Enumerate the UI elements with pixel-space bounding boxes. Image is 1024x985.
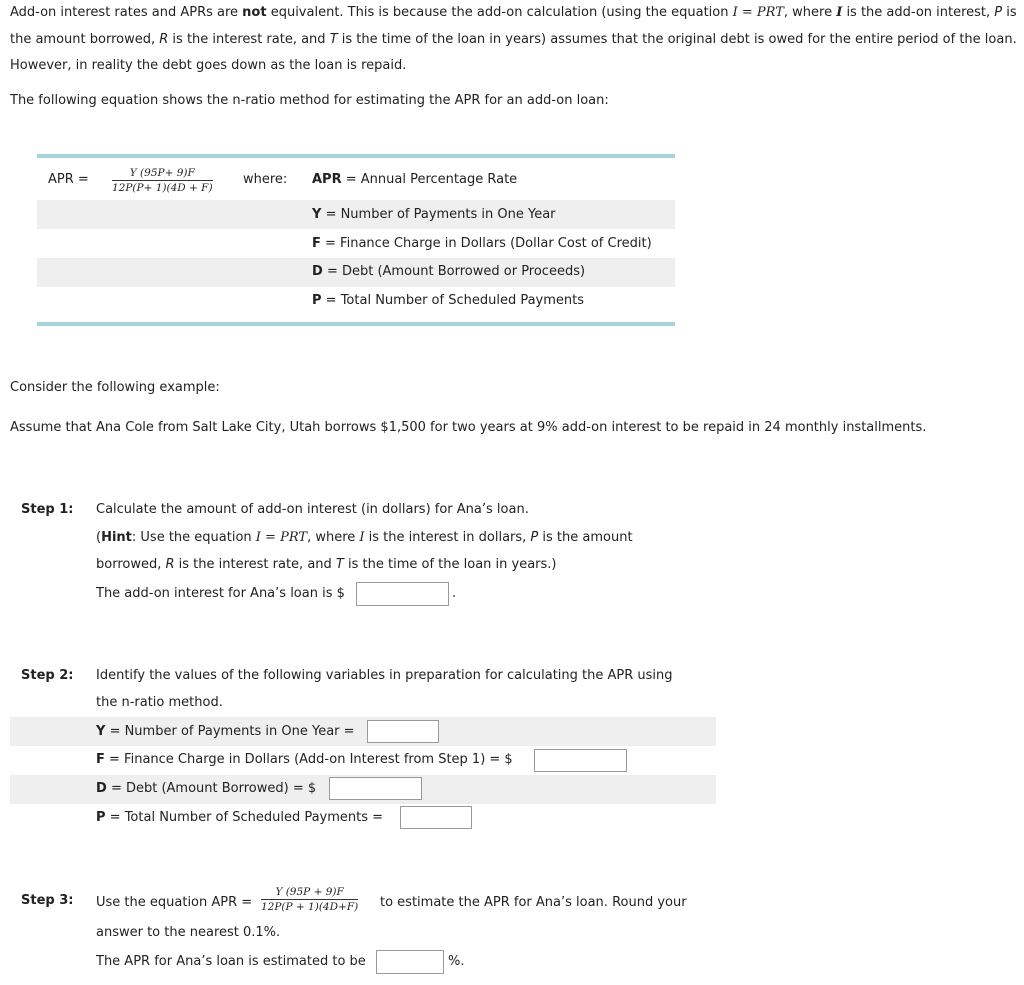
payments-per-year-input[interactable] <box>367 720 439 743</box>
step2-instruction: Identify the values of the following variables in preparation for calculating the APR using <box>96 668 673 683</box>
def-row-f: F = Finance Charge in Dollars (Dollar Cost of Credit) <box>312 236 652 251</box>
fraction-numerator: Y (95P+ 9)F <box>112 167 213 181</box>
fraction-numerator: Y (95P + 9)F <box>261 886 358 900</box>
step3-rounding-note: answer to the nearest 0.1%. <box>96 925 281 940</box>
step3-answer-suffix: %. <box>448 954 465 969</box>
example-text: Assume that Ana Cole from Salt Lake City, Utah borrows $1,500 for two years at 9% add-on interest to be repaid in 24 monthly installments. <box>10 420 927 435</box>
step2-row-f: F = Finance Charge in Dollars (Add-on Interest from Step 1) = $ <box>96 752 513 767</box>
def-row-d: D = Debt (Amount Borrowed or Proceeds) <box>312 264 586 279</box>
step1-answer-prefix: The add-on interest for Ana’s loan is $ <box>96 586 345 601</box>
step3-instruction-cont: to estimate the APR for Ana’s loan. Round your <box>380 895 687 910</box>
step2-instruction-cont: the n-ratio method. <box>96 695 223 710</box>
fraction-denominator: 12P(P + 1)(4D+F) <box>261 901 359 913</box>
def-row-p: P = Total Number of Scheduled Payments <box>312 293 585 308</box>
apr-estimate-input[interactable] <box>376 950 444 974</box>
finance-charge-input[interactable] <box>534 749 627 772</box>
intro-paragraph-1: Add-on interest rates and APRs are not equivalent. This is because the add-on calculation (using the equation I = PRT, where I is the add-on interest, P is the amount borrowed, R is the interest rate, and T is the time of the loan in years) assumes that the original debt is owed for the entire period of the loan. However, in reality the debt goes down as the loan is repaid. <box>10 5 1017 73</box>
intro-text <box>10 0 1020 80</box>
fraction-denominator: 12P(P+ 1)(4D + F) <box>112 182 213 194</box>
step3-label: Step 3: <box>21 893 74 908</box>
step2-row-y: Y = Number of Payments in One Year = <box>96 724 355 739</box>
step1-answer-suffix: . <box>452 586 457 601</box>
example-intro: Consider the following example: <box>10 380 220 395</box>
step2-label: Step 2: <box>21 668 74 683</box>
step2-row-p: P = Total Number of Scheduled Payments = <box>96 810 384 825</box>
step1-hint-cont: borrowed, R is the interest rate, and T is the time of the loan in years.) <box>96 557 557 572</box>
step1-instruction: Calculate the amount of add-on interest (in dollars) for Ana’s loan. <box>96 502 529 517</box>
total-payments-input[interactable] <box>400 806 472 829</box>
apr-label: APR = <box>48 172 89 187</box>
step3-instruction: Use the equation APR = <box>96 895 253 910</box>
step2-row-d: D = Debt (Amount Borrowed) = $ <box>96 781 317 796</box>
step3-formula-fraction <box>261 886 358 913</box>
step3-answer-prefix: The APR for Ana’s loan is estimated to be <box>96 954 366 969</box>
def-row-apr: APR = Annual Percentage Rate <box>312 172 518 187</box>
step1-label: Step 1: <box>21 502 74 517</box>
intro-paragraph-2: The following equation shows the n-ratio method for estimating the APR for an add-on loan: <box>10 93 609 108</box>
step1-hint: (Hint: Use the equation I = PRT, where I is the interest in dollars, P is the amount <box>96 530 633 545</box>
where-label: where: <box>243 172 288 187</box>
apr-formula-fraction <box>112 167 213 194</box>
debt-input[interactable] <box>329 777 422 800</box>
def-row-y: Y = Number of Payments in One Year <box>312 207 556 222</box>
add-on-interest-input[interactable] <box>356 582 449 606</box>
